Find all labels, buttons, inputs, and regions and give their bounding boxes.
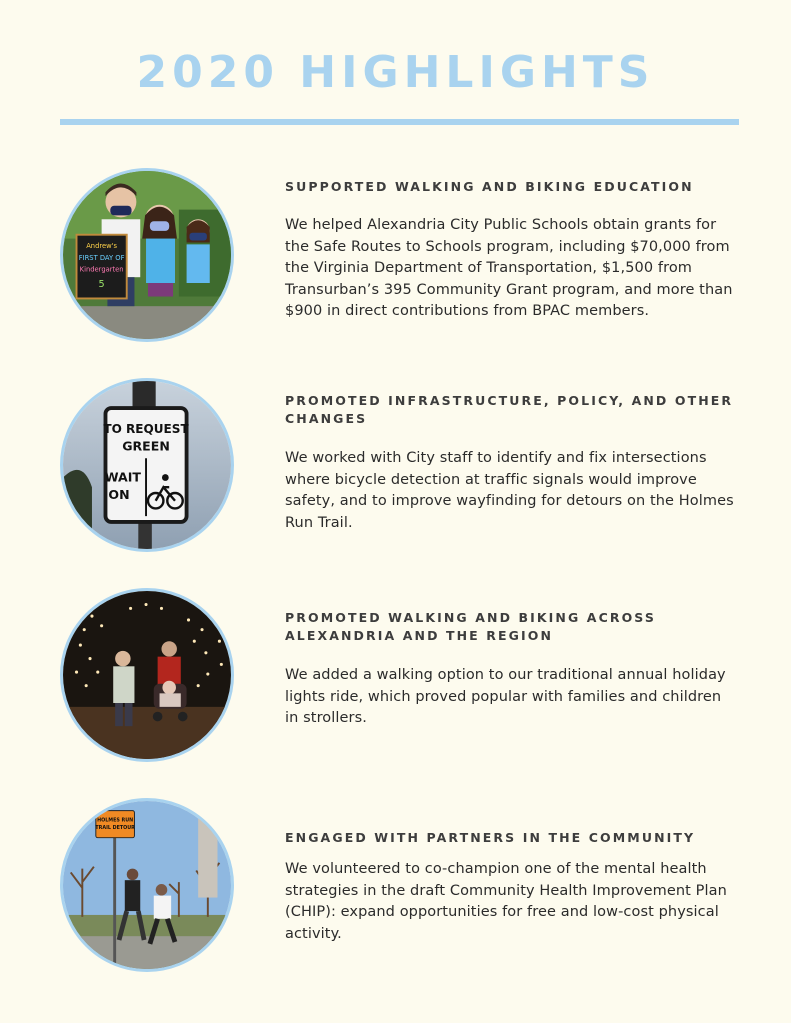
sign-line-1: Andrew's [86,242,118,251]
section-infrastructure [285,392,735,534]
sign-line-1: TO REQUEST [103,422,189,437]
section-heading: SUPPORTED WALKING AND BIKING EDUCATION [285,179,694,194]
section-heading: PROMOTED WALKING AND BIKING ACROSS ALEXANDRIA AND THE REGION [285,610,656,643]
photo-trail-illustration [63,801,231,969]
section-body: We volunteered to co-champion one of the mental health strategies in the draft Community Health Improvement Plan (CHIP): expand opportunities for free and low-cost physical activity. [285,861,727,942]
section-body: We worked with City staff to identify and fix intersections where bicycle detection at traffic signals would improve safety, and to improve wayfinding for detours on the Holmes Run Trail. [285,450,734,531]
sign-line-3: Kindergarten [79,265,124,274]
section-promotion [285,609,735,730]
photo-trail-walkers [60,798,234,972]
section-body: We helped Alexandria City Public Schools obtain grants for the Safe Routes to Schools program, including $70,000 from the Virginia Department of Transportation, $1,500 from Transurban’s 395 Community Grant program, and more than $900 in direct contributions from BPAC members. [285,217,733,319]
sign-post [113,820,116,965]
sign-line-3: WAIT [104,469,141,485]
photo-first-day-of-school [60,168,234,342]
sign-line-2: FIRST DAY OF [78,253,125,262]
photo-first-day-illustration [63,171,231,339]
section-body: We added a walking option to our traditional annual holiday lights ride, which proved popular with families and children in strollers. [285,667,726,726]
page-title: 2020 HIGHLIGHTS [136,47,655,98]
sign-line-2: GREEN [122,438,170,454]
photo-signal-sign-illustration [63,381,231,549]
sign-line-4: 5 [98,278,105,290]
photo-holiday-lights-illustration [63,591,231,759]
title-divider [60,119,739,125]
mask-icon [110,206,131,216]
photo-bicycle-signal-sign [60,378,234,552]
section-heading: PROMOTED INFRASTRUCTURE, POLICY, AND OTHER CHANGES [285,393,734,426]
section-partners [285,829,735,945]
sign-line-2: TRAIL DETOUR [95,826,135,831]
sign-line-4: ON [108,486,130,502]
detour-sign [96,811,135,838]
section-education [285,178,735,323]
mask-icon [189,233,206,241]
mask-icon [150,221,169,231]
section-heading: ENGAGED WITH PARTNERS IN THE COMMUNITY [285,830,696,845]
sign-line-1: HOLMES RUN [97,818,134,824]
photo-holiday-lights-walk [60,588,234,762]
